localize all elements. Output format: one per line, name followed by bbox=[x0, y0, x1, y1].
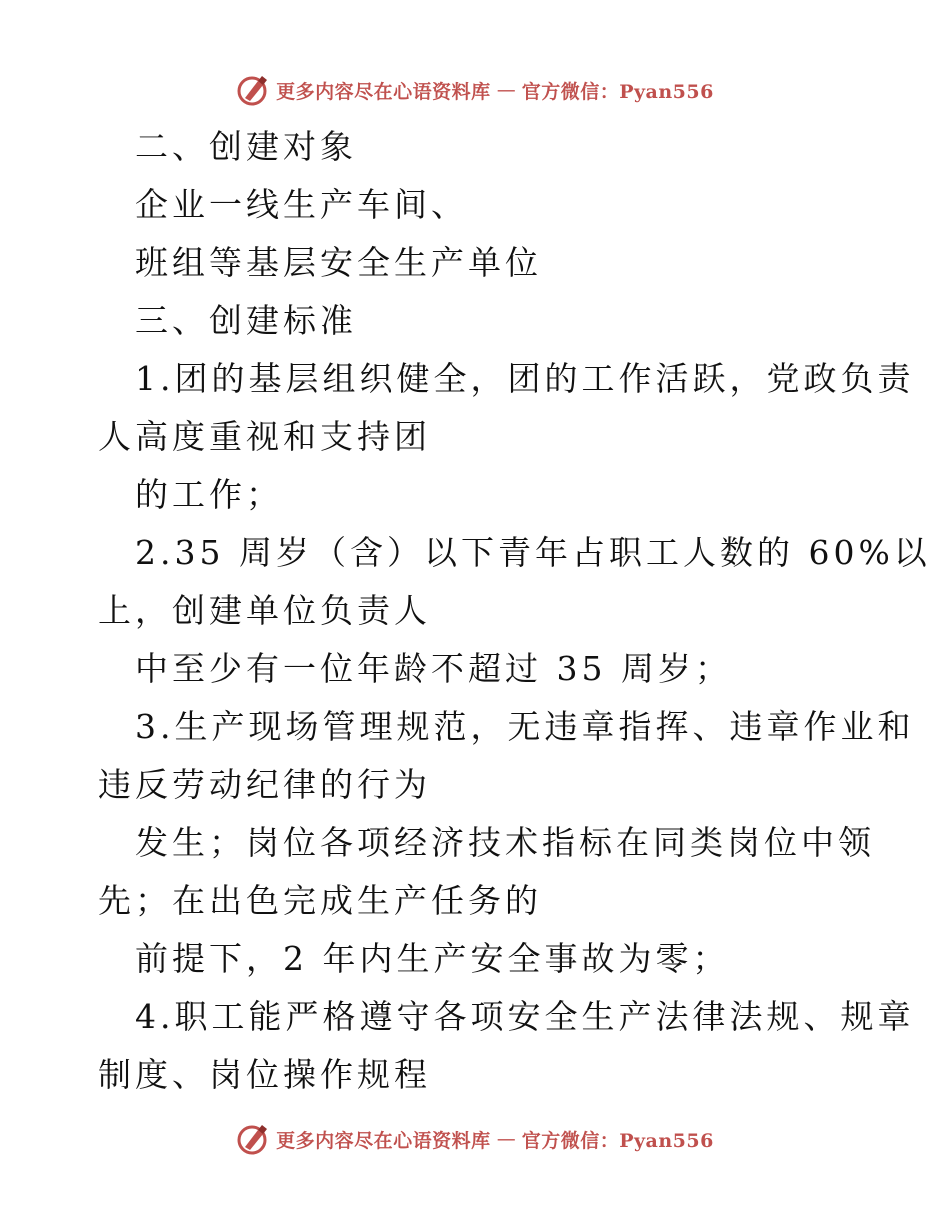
pen-logo-icon bbox=[236, 1122, 270, 1156]
footer-watermark bbox=[0, 1119, 950, 1159]
paragraph-line: 1.团的基层组织健全，团的工作活跃，党政负责 bbox=[135, 359, 915, 398]
watermark-text: 更多内容尽在心语资料库 bbox=[276, 1129, 491, 1152]
paragraph-line: 先；在出色完成生产任务的 bbox=[98, 881, 542, 920]
watermark-text: 更多内容尽在心语资料库 bbox=[276, 80, 491, 103]
document-body bbox=[98, 118, 931, 1104]
header-watermark bbox=[0, 70, 950, 110]
paragraph-line: 人高度重视和支持团 bbox=[98, 417, 431, 456]
paragraph-line: 2.35 周岁（含）以下青年占职工人数的 60%以 bbox=[135, 533, 931, 572]
paragraph-line: 中至少有一位年龄不超过 35 周岁； bbox=[135, 649, 732, 688]
paragraph-line: 班组等基层安全生产单位 bbox=[135, 243, 542, 282]
paragraph-line: 上，创建单位负责人 bbox=[98, 591, 431, 630]
paragraph-line: 4.职工能严格遵守各项安全生产法律法规、规章 bbox=[135, 997, 915, 1036]
paragraph-line: 违反劳动纪律的行为 bbox=[98, 765, 431, 804]
watermark-contact: 官方微信：Pyan556 bbox=[521, 80, 714, 103]
paragraph-line: 前提下，2 年内生产安全事故为零； bbox=[135, 939, 730, 978]
paragraph-line: 3.生产现场管理规范，无违章指挥、违章作业和 bbox=[135, 707, 915, 746]
paragraph-line: 发生；岗位各项经济技术指标在同类岗位中领 bbox=[135, 823, 875, 862]
watermark-separator: — bbox=[496, 79, 516, 101]
paragraph-line: 制度、岗位操作规程 bbox=[98, 1055, 431, 1094]
watermark-contact: 官方微信：Pyan556 bbox=[521, 1129, 714, 1152]
pen-logo-icon bbox=[236, 73, 270, 107]
watermark-separator: — bbox=[496, 1128, 516, 1150]
paragraph-line: 企业一线生产车间、 bbox=[135, 185, 468, 224]
paragraph-line: 的工作； bbox=[135, 475, 283, 514]
section-heading: 三、创建标准 bbox=[135, 301, 357, 340]
section-heading: 二、创建对象 bbox=[135, 127, 357, 166]
